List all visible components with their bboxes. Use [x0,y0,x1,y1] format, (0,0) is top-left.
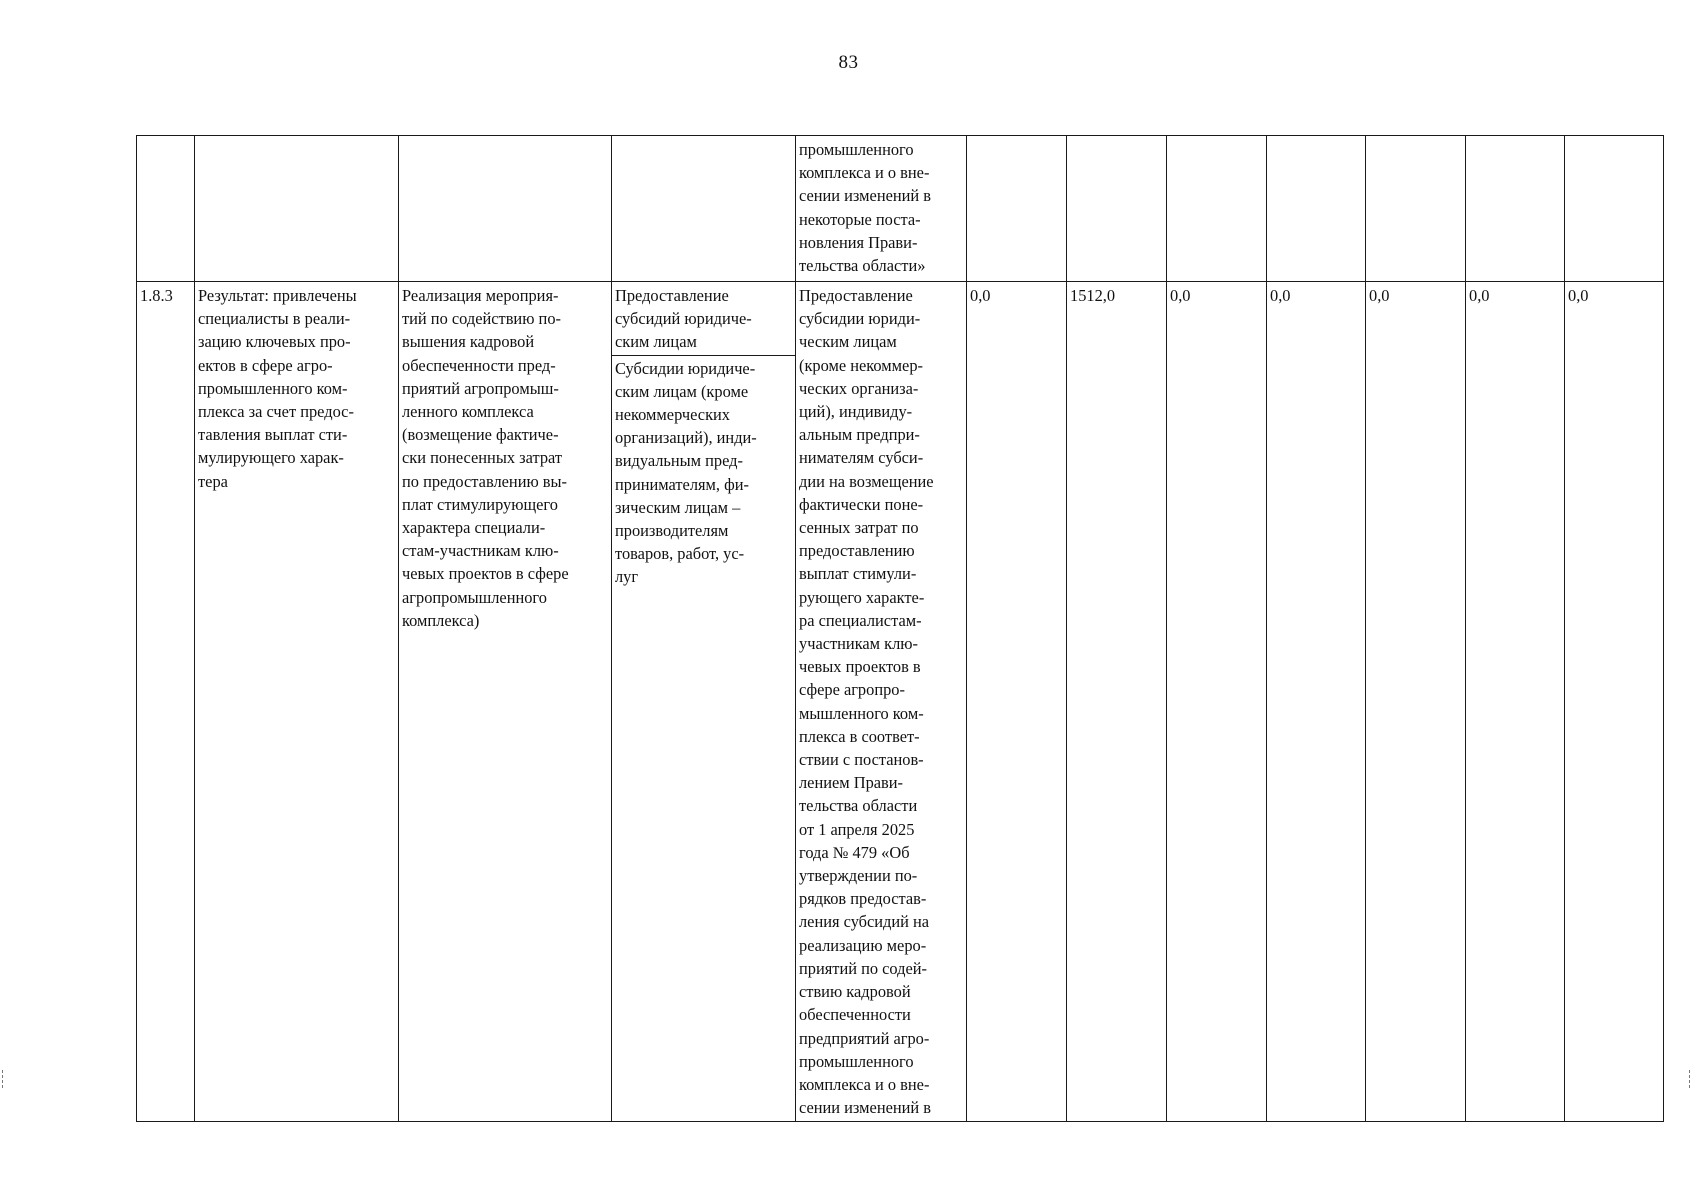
scan-edge-mark-left [2,1070,11,1088]
event-cell: Реализация мероприя- тий по содействию по- вышения кадровой обеспеченности пред- приятий агропромыш- ленного комплекса (возмещение фактиче- ски понесенных затрат по предоставлению вы- плат стимулирующего характера специали- стам-участникам клю- чевых проектов в сфере агропромышленного комплекса) [399,282,612,1122]
table-row [137,282,1664,1122]
cell-value [967,136,1067,282]
cell-value [1267,136,1366,282]
cell-event [399,136,612,282]
value-cell: 0,0 [1466,282,1565,1122]
value-cell: 0,0 [1167,282,1267,1122]
value-cell: 0,0 [1267,282,1366,1122]
page-number: 83 [838,52,859,73]
cell-description: промышленного комплекса и о вне- сении изменений в некоторые поста- новления Прави- тельства области» [796,136,967,282]
cell-support-type [612,136,796,282]
description-cell: Предоставление субсидии юриди- ческим лицам (кроме некоммер- ческих организа- ций), индивиду- альным предпри- нимателям субси- дии на возмещение фактически поне- сенных затрат по предоставлению выплат стимули- рующего характе- ра специалистам- участникам клю- чевых проектов в сфере агропро- мышленного ком- плекса в соответ- ствии с постанов- лением Прави- тельства области от 1 апреля 2025 года № 479 «Об утверждении по- рядков предостав- ления субсидий на реализацию меро- приятий по содей- ствию кадровой обеспеченности предприятий агро- промышленного комплекса и о вне- сении изменений в [796,282,967,1122]
value-cell: 0,0 [967,282,1067,1122]
cell-value [1565,136,1664,282]
support-type: Предоставление субсидий юридиче- ским лицам [615,286,752,352]
result-cell: Результат: привлечены специалисты в реали- зацию ключевых про- ектов в сфере агро- промышленного ком- плекса за счет предос- тавления выплат сти- мулирующего харак- тера [195,282,399,1122]
value-cell: 0,0 [1366,282,1466,1122]
cell-value [1366,136,1466,282]
recipients: Субсидии юридиче- ским лицам (кроме некоммерческих организаций), инди- видуальным пред- принимателям, фи- зическим лицам – производителям товаров, работ, ус- луг [612,355,795,589]
support-type-cell [612,282,796,1122]
cell-result [195,136,399,282]
scan-edge-mark-right [1689,1070,1697,1088]
cell-number [137,136,195,282]
continuation-row [137,136,1664,282]
cell-value [1466,136,1565,282]
cell-value [1167,136,1267,282]
cell-value [1067,136,1167,282]
row-number: 1.8.3 [137,282,195,1122]
value-cell: 1512,0 [1067,282,1167,1122]
budget-table [136,135,1664,1122]
value-cell: 0,0 [1565,282,1664,1122]
